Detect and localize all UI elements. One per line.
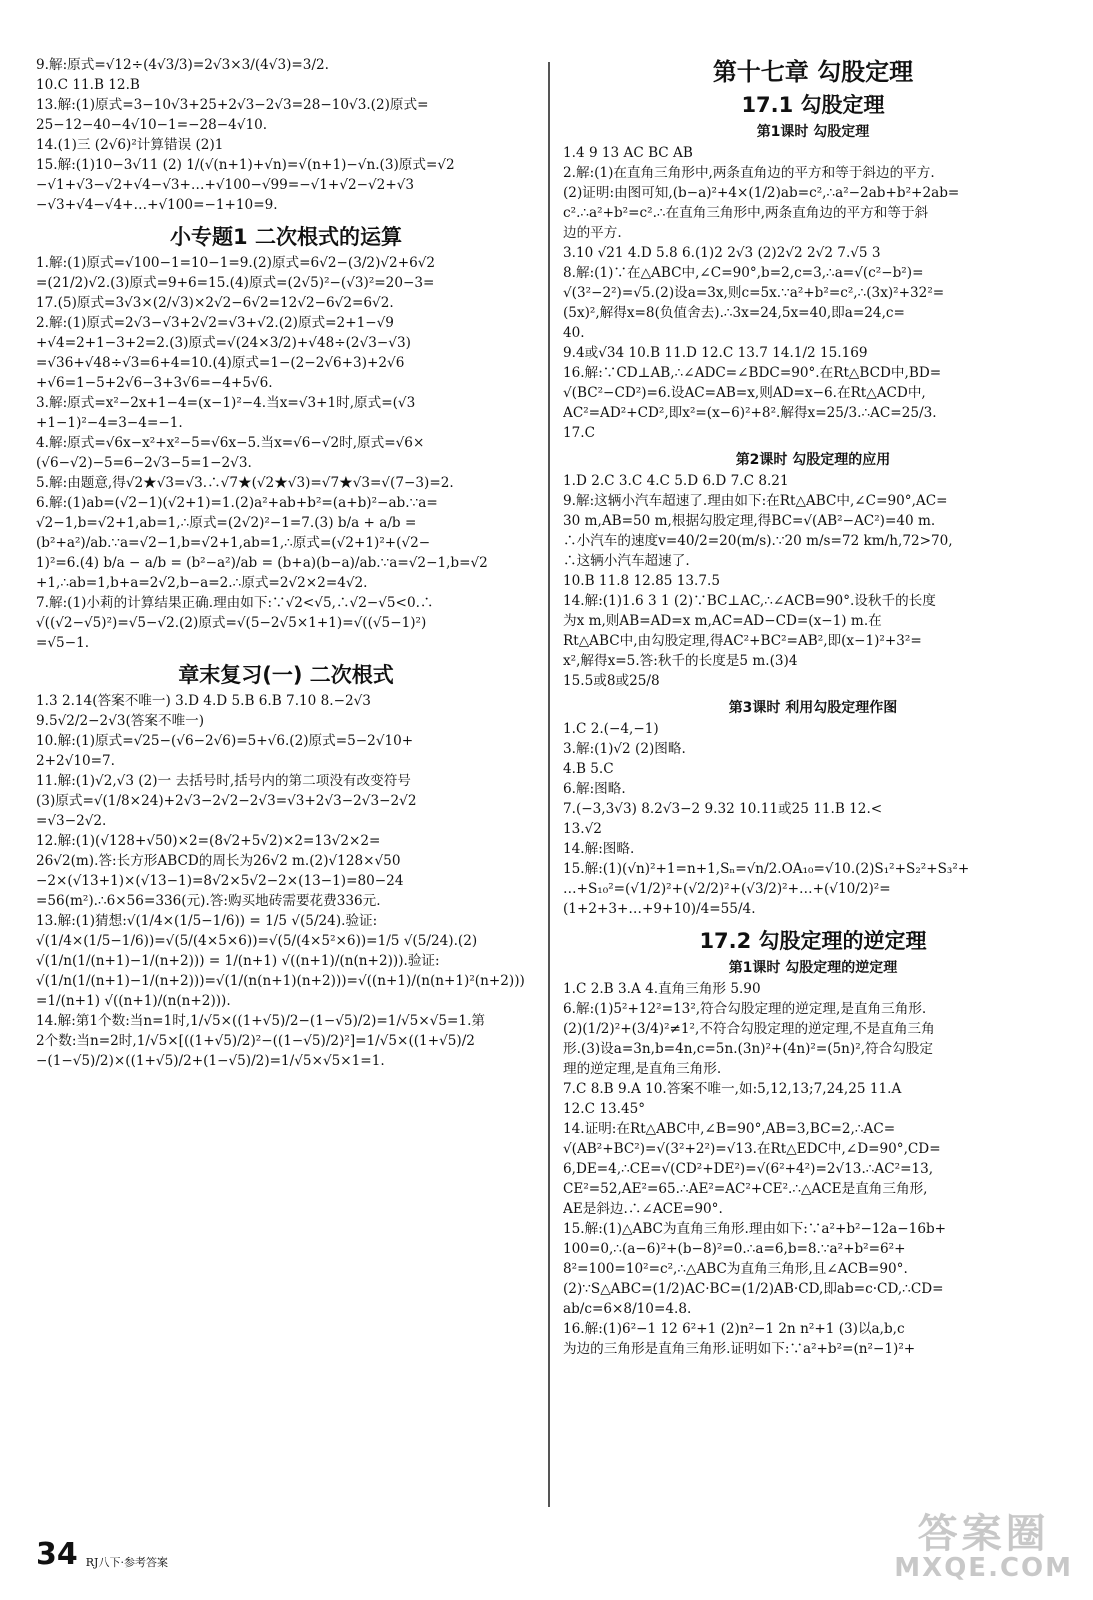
answer-line: 5.解:由题意,得√2★√3=√3.∴√7★(√2★√3)=√7★√3=√(7−3)=2. <box>36 475 454 491</box>
answer-line: 理的逆定理,是直角三角形. <box>563 1061 722 1077</box>
answer-line: 8.解:(1)∵在△ABC中,∠C=90°,b=2,c=3,∴a=√(c²−b²)= <box>563 265 924 281</box>
answer-line: +√6=1−5+2√6−3+3√6=−4+5√6. <box>36 375 273 391</box>
watermark-logo: 答案圈 <box>917 1511 1050 1557</box>
watermark-url: MXQE.COM <box>894 1553 1073 1583</box>
answer-line: 1.3 2.14(答案不唯一) 3.D 4.D 5.B 6.B 7.10 8.−2√3 <box>36 693 371 709</box>
watermark <box>894 1511 1073 1583</box>
answer-line: 6.解:(1)ab=(√2−1)(√2+1)=1.(2)a²+ab+b²=(a+b)²−ab.∵a= <box>36 495 438 511</box>
answer-line: ab/c=6×8/10=4.8. <box>563 1301 692 1317</box>
answer-line: =√3−2√2. <box>36 813 107 829</box>
footer-label: RJ八下·参考答案 <box>85 1556 168 1569</box>
answer-line: −√3+√4−√4+…+√100=−1+10=9. <box>36 197 278 213</box>
answer-line: 14.解:第1个数:当n=1时,1/√5×((1+√5)/2−(1−√5)/2)=1/√5×√5=1.第 <box>36 1013 485 1029</box>
answer-line: c².∴a²+b²=c².∴在直角三角形中,两条直角边的平方和等于斜 <box>563 205 929 221</box>
answer-line: 13.√2 <box>563 821 602 837</box>
section-heading-chapter-review-1: 章末复习(一) 二次根式 <box>178 663 394 687</box>
answer-line: 边的平方. <box>563 225 622 241</box>
answer-block-right-4 <box>563 979 1063 1359</box>
answer-line: +1−1)²−4=3−4=−1. <box>36 415 183 431</box>
answer-line: =56(m²).∴6×56=336(元).答:购买地砖需要花费336元. <box>36 893 381 909</box>
answer-line: 3.解:原式=x²−2x+1−4=(x−1)²−4.当x=√3+1时,原式=(√3 <box>36 395 416 411</box>
answer-line: 14.证明:在Rt△ABC中,∠B=90°,AB=3,BC=2,∴AC= <box>563 1121 896 1137</box>
answer-line: (5x)²,解得x=8(负值舍去).∴3x=24,5x=40,即a=24,c= <box>563 305 905 321</box>
answer-line: (b²+a²)/ab.∵a=√2−1,b=√2+1,ab=1,∴原式=(√2+1)²+(√2− <box>36 535 431 551</box>
answer-line: 7.解:(1)小莉的计算结果正确.理由如下:∵√2<√5,∴√2−√5<0.∴ <box>36 595 434 611</box>
answer-line: 6.解:(1)5²+12²=13²,符合勾股定理的逆定理,是直角三角形. <box>563 1001 927 1017</box>
answer-line: 4.解:原式=√6x−x²+x²−5=√6x−5.当x=√6−√2时,原式=√6× <box>36 435 425 451</box>
answer-block-right-3 <box>563 719 1063 919</box>
answer-line: 13.解:(1)猜想:√(1/4×(1/5−1/6)) = 1/5 √(5/24).验证: <box>36 913 378 929</box>
answer-line: ∴这辆小汽车超速了. <box>563 553 690 569</box>
answer-line: ∴小汽车的速度v=40/2=20(m/s).∵20 m/s=72 km/h,72>70, <box>563 533 953 549</box>
answer-line: 1)²=6.(4) b/a − a/b = (b²−a²)/ab = (b+a)(b−a)/ab.∵a=√2−1,b=√2 <box>36 555 488 571</box>
answer-line: +√4=2+1−3+2=2.(3)原式=√(24×3/2)+√48÷(2√3−√3) <box>36 335 411 351</box>
answer-line: 9.4或√34 10.B 11.D 12.C 13.7 14.1/2 15.169 <box>563 345 868 361</box>
answer-line: √(1/4×(1/5−1/6))=√(5/(4×5×6))=√(5/(4×5²×6))=1/5 √(5/24).(2) <box>36 933 478 949</box>
page-number: 34 <box>36 1537 78 1572</box>
answer-line: 为x m,则AB=AD=x m,AC=AD−CD=(x−1) m.在 <box>563 613 882 629</box>
answer-line: 8²=100=10²=c²,∴△ABC为直角三角形,且∠ACB=90°. <box>563 1261 908 1277</box>
answer-line: =√5−1. <box>36 635 90 651</box>
answer-line: 13.解:(1)原式=3−10√3+25+2√3−2√3=28−10√3.(2)原式= <box>36 97 429 113</box>
answer-line: 6.解:图略. <box>563 781 626 797</box>
section-title-17-1: 17.1 勾股定理 <box>741 93 885 117</box>
answer-line: 14.解:(1)1.6 3 1 (2)∵BC⊥AC,∴∠ACB=90°.设秋千的长度 <box>563 593 936 609</box>
answer-line: (2)∵S△ABC=(1/2)AC·BC=(1/2)AB·CD,即ab=c·CD,∴CD= <box>563 1281 944 1297</box>
answer-line: 6,DE=4,∴CE=√(CD²+DE²)=√(6²+4²)=2√13.∴AC²=13, <box>563 1161 934 1177</box>
answer-line: 14.解:图略. <box>563 841 635 857</box>
answer-block-left-1 <box>36 55 536 215</box>
answer-line: 4.B 5.C <box>563 761 614 777</box>
answer-line: 17.C <box>563 425 596 441</box>
answer-line: 10.C 11.B 12.B <box>36 77 140 93</box>
answer-line: 2.解:(1)在直角三角形中,两条直角边的平方和等于斜边的平方. <box>563 165 935 181</box>
lesson-title-4: 第1课时 勾股定理的逆定理 <box>728 960 898 976</box>
lesson-title-1: 第1课时 勾股定理 <box>756 124 870 140</box>
answer-line: 1.C 2.B 3.A 4.直角三角形 5.90 <box>563 981 761 997</box>
answer-line: √(1/n(1/(n+1)−1/(n+2))) = 1/(n+1) √((n+1)/(n(n+2))).验证: <box>36 953 440 969</box>
answer-line: 为边的三角形是直角三角形.证明如下:∵a²+b²=(n²−1)²+ <box>563 1341 916 1357</box>
answer-block-right-1 <box>563 143 1063 443</box>
answer-line: 100=0,∴(a−6)²+(b−8)²=0.∴a=6,b=8.∵a²+b²=6²+ <box>563 1241 906 1257</box>
answer-line: −√1+√3−√2+√4−√3+…+√100−√99=−√1+√2−√2+√3 <box>36 177 415 193</box>
answer-line: AC²=AD²+CD²,即x²=(x−6)²+8².解得x=25/3.∴AC=25/3. <box>563 405 937 421</box>
answer-line: 12.解:(1)(√128+√50)×2=(8√2+5√2)×2=13√2×2= <box>36 833 381 849</box>
answer-line: 1.D 2.C 3.C 4.C 5.D 6.D 7.C 8.21 <box>563 473 789 489</box>
answer-line: (1+2+3+…+9+10)/4=55/4. <box>563 901 756 917</box>
answer-line: CE²=52,AE²=65.∴AE²=AC²+CE².∴△ACE是直角三角形, <box>563 1181 928 1197</box>
answer-block-right-2 <box>563 471 1063 691</box>
answer-line: 10.解:(1)原式=√25−(√6−2√6)=5+√6.(2)原式=5−2√10+ <box>36 733 414 749</box>
answer-line: 17.(5)原式=3√3×(2/√3)×2√2−6√2=12√2−6√2=6√2. <box>36 295 394 311</box>
answer-block-left-3 <box>36 691 536 1071</box>
answer-line: 26√2(m).答:长方形ABCD的周长为26√2 m.(2)√128×√50 <box>36 853 401 869</box>
answer-line: −2×(√13+1)×(√13−1)=8√2×5√2−2×(13−1)=80−24 <box>36 873 404 889</box>
answer-line: 14.(1)三 (2√6)²计算错误 (2)1 <box>36 137 224 153</box>
answer-line: 11.解:(1)√2,√3 (2)一 去括号时,括号内的第二项没有改变符号 <box>36 773 411 789</box>
lesson-title-3: 第3课时 利用勾股定理作图 <box>728 700 898 716</box>
answer-line: √(BC²−CD²)=6.设AC=AB=x,则AD=x−6.在Rt△ACD中, <box>563 385 926 401</box>
answer-line: 1.解:(1)原式=√100−1=10−1=9.(2)原式=6√2−(3/2)√2+6√2 <box>36 255 436 271</box>
answer-line: +1,∴ab=1,b+a=2√2,b−a=2.∴原式=2√2×2=4√2. <box>36 575 368 591</box>
answer-line: 9.5√2/2−2√3(答案不唯一) <box>36 713 205 729</box>
answer-line: 9.解:原式=√12÷(4√3/3)=2√3×3/(4√3)=3/2. <box>36 57 329 73</box>
answer-line: 3.解:(1)√2 (2)图略. <box>563 741 686 757</box>
page-footer <box>36 1537 168 1572</box>
column-divider <box>548 62 550 1507</box>
answer-line: (√6−√2)−5=6−2√3−5=1−2√3. <box>36 455 252 471</box>
answer-line: 9.解:这辆小汽车超速了.理由如下:在Rt△ABC中,∠C=90°,AC= <box>563 493 948 509</box>
answer-line: 3.10 √21 4.D 5.8 6.(1)2 2√3 (2)2√2 2√2 7.√5 3 <box>563 245 881 261</box>
answer-line: 25−12−40−4√10−1=−28−4√10. <box>36 117 268 133</box>
answer-line: 2+2√10=7. <box>36 753 116 769</box>
answer-line: x²,解得x=5.答:秋千的长度是5 m.(3)4 <box>563 653 798 669</box>
answer-line: 12.C 13.45° <box>563 1101 646 1117</box>
answer-line: 10.B 11.8 12.85 13.7.5 <box>563 573 720 589</box>
answer-line: AE是斜边.∴∠ACE=90°. <box>563 1201 723 1217</box>
answer-line: 1.C 2.(−4,−1) <box>563 721 659 737</box>
answer-line: 2个数:当n=2时,1/√5×[((1+√5)/2)²−((1−√5)/2)²]=1/√5×((1+√5)/2 <box>36 1033 475 1049</box>
answer-line: √(AB²+BC²)=√(3²+2²)=√13.在Rt△EDC中,∠D=90°,CD= <box>563 1141 941 1157</box>
section-title-17-2: 17.2 勾股定理的逆定理 <box>699 929 927 953</box>
answer-line: 形.(3)设a=3n,b=4n,c=5n.(3n)²+(4n)²=(5n)²,符合勾股定 <box>563 1041 933 1057</box>
lesson-title-2: 第2课时 勾股定理的应用 <box>735 452 891 468</box>
answer-line: √2−1,b=√2+1,ab=1,∴原式=(2√2)²−1=7.(3) b/a + a/b = <box>36 515 417 531</box>
right-column <box>563 55 1063 1365</box>
answer-line: 30 m,AB=50 m,根据勾股定理,得BC=√(AB²−AC²)=40 m. <box>563 513 936 529</box>
section-heading-special-topic-1: 小专题1 二次根式的运算 <box>170 225 402 249</box>
answer-line: (2)证明:由图可知,(b−a)²+4×(1/2)ab=c²,∴a²−2ab+b²+2ab= <box>563 185 960 201</box>
answer-line: =(21/2)√2.(3)原式=9+6=15.(4)原式=(2√5)²−(√3)²=20−3= <box>36 275 435 291</box>
answer-line: 40. <box>563 325 585 341</box>
answer-line: =√36+√48÷√3=6+4=10.(4)原式=1−(2−2√6+3)+2√6 <box>36 355 405 371</box>
answer-line: =1/(n+1) √((n+1)/(n(n+2))). <box>36 993 231 1009</box>
answer-line: 16.解:∵CD⊥AB,∴∠ADC=∠BDC=90°.在Rt△BCD中,BD= <box>563 365 942 381</box>
answer-line: (3)原式=√(1/8×24)+2√3−2√2−2√3=√3+2√3−2√3−2√2 <box>36 793 417 809</box>
answer-line: 7.C 8.B 9.A 10.答案不唯一,如:5,12,13;7,24,25 11.A <box>563 1081 902 1097</box>
answer-block-left-2 <box>36 253 536 653</box>
answer-line: √((√2−√5)²)=√5−√2.(2)原式=√(5−2√5×1+1)=√((√5−1)²) <box>36 615 427 631</box>
answer-line: 15.5或8或25/8 <box>563 673 660 689</box>
answer-line: 7.(−3,3√3) 8.2√3−2 9.32 10.11或25 11.B 12.< <box>563 801 883 817</box>
answer-line: Rt△ABC中,由勾股定理,得AC²+BC²=AB²,即(x−1)²+3²= <box>563 633 922 649</box>
answer-line: 2.解:(1)原式=2√3−√3+2√2=√3+√2.(2)原式=2+1−√9 <box>36 315 394 331</box>
answer-line: −(1−√5)/2)×((1+√5)/2+(1−√5)/2)=1/√5×√5×1=1. <box>36 1053 385 1069</box>
answer-line: 15.解:(1)10−3√11 (2) 1/(√(n+1)+√n)=√(n+1)−√n.(3)原式=√2 <box>36 157 455 173</box>
chapter-title: 第十七章 勾股定理 <box>712 58 914 86</box>
answer-line: …+S₁₀²=(√1/2)²+(√2/2)²+(√3/2)²+…+(√10/2)²= <box>563 881 891 897</box>
answer-line: √(3²−2²)=√5.(2)设a=3x,则c=5x.∵a²+b²=c²,∴(3x)²+32²= <box>563 285 945 301</box>
left-column <box>36 55 536 1077</box>
answer-line: √(1/n(1/(n+1)−1/(n+2)))=√(1/(n(n+1)(n+2)))=√((n+1)/(n(n+1)²(n+2))) <box>36 973 525 989</box>
answer-line: 15.解:(1)△ABC为直角三角形.理由如下:∵a²+b²−12a−16b+ <box>563 1221 947 1237</box>
answer-line: 1.4 9 13 AC BC AB <box>563 145 693 161</box>
answer-line: 16.解:(1)6²−1 12 6²+1 (2)n²−1 2n n²+1 (3)以a,b,c <box>563 1321 905 1337</box>
answer-line: (2)(1/2)²+(3/4)²≠1²,不符合勾股定理的逆定理,不是直角三角 <box>563 1021 935 1037</box>
answer-line: 15.解:(1)(√n)²+1=n+1,Sₙ=√n/2.OA₁₀=√10.(2)S₁²+S₂²+S₃²+ <box>563 861 970 877</box>
